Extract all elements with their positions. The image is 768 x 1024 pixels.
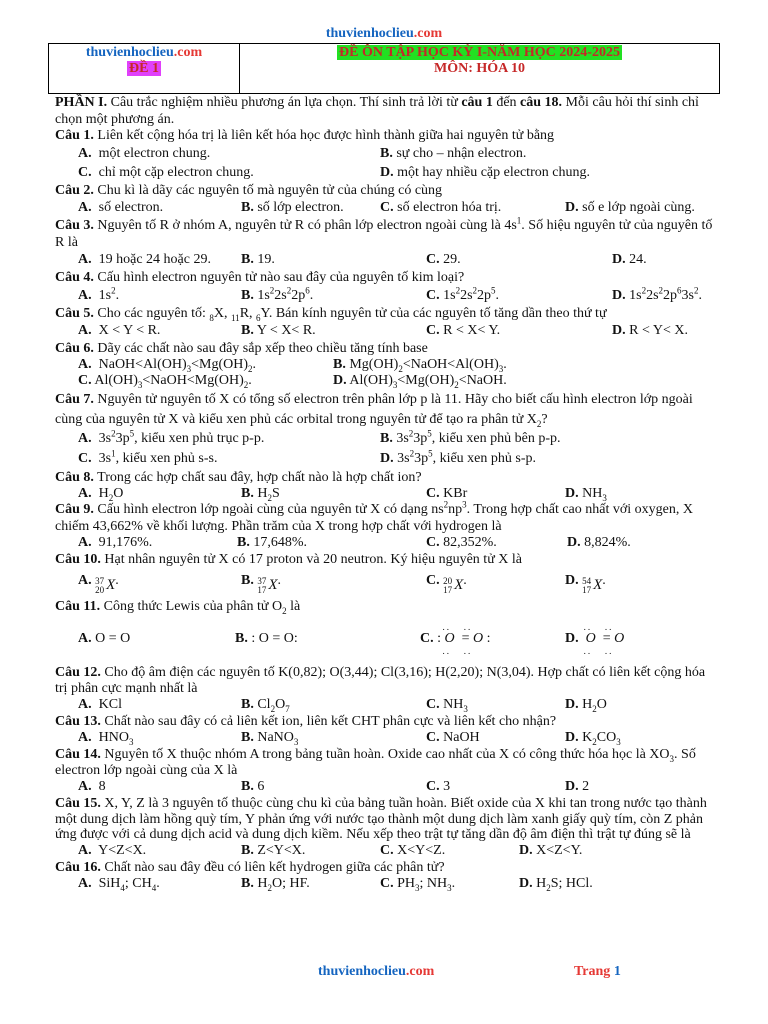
option-c[interactable]: C. 29. — [426, 252, 461, 268]
option-a[interactable]: A. Y<Z<X. — [78, 842, 147, 858]
option-d[interactable]: D. $K_2CO_3$ — [565, 730, 621, 748]
option-b[interactable]: B. 37 17 X . — [241, 572, 282, 595]
q5-options — [55, 322, 720, 341]
option-a[interactable]: A. $1s^2$. — [78, 285, 120, 303]
exam-content — [55, 95, 720, 893]
option-c[interactable]: C. $PH_3$; $NH_3$. — [380, 875, 456, 893]
option-c[interactable]: C. 82,352%. — [426, 535, 497, 551]
option-b[interactable]: B. : O = O: — [235, 631, 298, 646]
option-c[interactable]: C. chỉ một cặp electron chung. — [78, 164, 254, 180]
q1-options — [55, 145, 720, 164]
question-4: Câu 4. Cấu hình electron nguyên tử nào sau đây của nguyên tố kim loại? — [55, 270, 465, 285]
header-site: thuvienhoclieu — [85, 45, 174, 60]
option-a[interactable]: A. một electron chung. — [78, 145, 211, 161]
q10-options — [55, 569, 720, 595]
option-c[interactable]: C. NaOH — [426, 730, 480, 746]
option-d[interactable]: D. R < Y< X. — [612, 323, 688, 339]
option-a[interactable]: A. $HNO_3$ — [78, 730, 134, 748]
option-a[interactable]: A. X < Y < R. — [78, 323, 161, 339]
option-b[interactable]: B. $1s^22s^22p^6$. — [241, 285, 314, 303]
option-b[interactable]: B. 19. — [241, 252, 275, 268]
question-14: Câu 14. Nguyên tố X thuộc nhóm A trong bảng tuần hoàn. Oxide cao nhất của X có công thức hóa học là $XO_3$. Số electron lớp ngoài cùng của X là — [55, 747, 696, 778]
option-d[interactable]: D. $3s^23p^5$, kiểu xen phủ s-p. — [380, 448, 537, 467]
page-number: Trang 1 — [574, 964, 621, 979]
question-11: Câu 11. Công thức Lewis của phân tử $O_2$ là — [55, 598, 301, 616]
option-d[interactable]: D. một hay nhiều cặp electron chung. — [380, 164, 590, 180]
option-d[interactable]: D. 24. — [612, 252, 647, 268]
question-5: Câu 5. Cho các nguyên tố: $_8$X, $_{11}$R, $_6$Y. Bán kính nguyên tử của các nguyên tố tăng dần theo thứ tự — [55, 305, 607, 323]
option-d[interactable]: D. $NH_3$ — [565, 485, 607, 503]
option-d[interactable]: D. $1s^22s^22p^63s^2$. — [612, 285, 702, 303]
question-7: Câu 7. Nguyên tử nguyên tố X có tổng số electron trên phân lớp p là 11. Hãy cho biết cấu hình electron lớp ngoài cùng của nguyên tử X và kiểu xen phủ các orbital trong nguyên tử để tạo ra phân tử $X_2$? — [55, 391, 693, 429]
q11-options — [55, 615, 720, 665]
header-right-cell — [240, 44, 719, 93]
option-b[interactable]: B. số lớp electron. — [241, 200, 344, 216]
option-d[interactable]: D. 54 17 X . — [565, 572, 606, 595]
option-c[interactable]: C. 20 17 X . — [426, 572, 467, 595]
exam-subject: MÔN: HÓA 10 — [434, 61, 525, 76]
option-b[interactable]: B. $Cl_2O_7$ — [241, 697, 290, 715]
option-a[interactable]: A. SiH$_4$; $CH_4$. — [78, 875, 160, 893]
option-c[interactable]: C. 3 — [426, 779, 451, 795]
option-d[interactable]: D. $H_2S$; HCl. — [519, 875, 593, 893]
q4-options — [55, 287, 720, 306]
option-d[interactable]: D. $H_2O$ — [565, 697, 607, 715]
q6-options — [55, 358, 720, 374]
option-a[interactable]: A. 37 20 X . — [78, 572, 119, 595]
option-a[interactable]: A. 19 hoặc 24 hoặc 29. — [78, 252, 211, 268]
option-b[interactable]: B. $Mg(OH)_2<NaOH<Al(OH)_3$. — [333, 357, 507, 375]
top-site-name — [0, 26, 768, 42]
q3-options — [55, 251, 720, 270]
option-a[interactable]: A. KCl — [78, 697, 122, 713]
q7-options-2 — [55, 450, 720, 470]
footer-site: thuvienhoclieu.com — [318, 964, 435, 979]
option-b[interactable]: B. NaNO$_3$ — [241, 730, 299, 748]
header-tld: .com — [173, 45, 203, 60]
question-2: Câu 2. Chu kì là dãy các nguyên tố mà nguyên tử của chúng có cùng — [55, 182, 443, 198]
option-d[interactable]: D. 8,824%. — [567, 535, 631, 551]
option-a[interactable]: A. O = O — [78, 631, 131, 646]
site-tld: .com — [413, 26, 443, 41]
option-c[interactable]: C. $NH_3$ — [426, 697, 468, 715]
site-name: thuvienhoclieu — [325, 26, 414, 41]
option-a[interactable]: A. 91,176%. — [78, 535, 153, 551]
q9-options — [55, 535, 720, 552]
question-6: Câu 6. Dãy các chất nào sau đây sắp xếp theo chiều tăng tính base — [55, 341, 428, 356]
question-15: Câu 15. X, Y, Z là 3 nguyên tố thuộc cùng chu kì của bảng tuần hoàn. Biết oxide của X khi tan trong nước tạo thành một dung dịch làm hồng quỳ tím, Y phản ứng với nước tạo thành một dung dịch làm xanh giấy quỳ tím, còn Z phản ứng được với cả dung dịch acid và dung dịch kiềm. Nếu xếp theo trật tự tăng dần độ âm điện thì trật tự đúng sẽ là — [55, 796, 707, 842]
q12-options — [55, 697, 720, 714]
option-b[interactable]: B. Y < X< R. — [241, 323, 316, 339]
option-d[interactable]: D. $Al(OH)_3<Mg(OH)_2<NaOH$. — [333, 373, 507, 391]
option-b[interactable]: B. $3s^23p^5$, kiểu xen phủ bên p-p. — [380, 428, 561, 447]
part1-intro: PHẦN I. Câu trắc nghiệm nhiều phương án lựa chọn. Thí sinh trả lời từ câu 1 đến câu 18. Mỗi câu hỏi thí sinh chỉ chọn một phương án. — [55, 95, 699, 127]
option-d[interactable]: D. .. .. O = O .. .. — [565, 622, 625, 656]
option-b[interactable]: B. $H_2O$; HF. — [241, 875, 310, 893]
option-a[interactable]: A. $NaOH<Al(OH)_3<Mg(OH)_2$. — [78, 357, 257, 375]
question-10: Câu 10. Hạt nhân nguyên tử X có 17 proton và 20 neutron. Ký hiệu nguyên tử X là — [55, 552, 522, 567]
exam-title: ĐỀ ÔN TẬP HỌC KỲ I-NĂM HỌC 2024-2025 — [339, 45, 620, 60]
question-8: Câu 8. Trong các hợp chất sau đây, hợp chất nào là hợp chất ion? — [55, 469, 422, 485]
option-a[interactable]: A. 8 — [78, 779, 106, 795]
option-c[interactable]: C. X<Y<Z. — [380, 842, 446, 858]
option-a[interactable]: A. $3s^23p^5$, kiểu xen phủ trục p-p. — [78, 428, 265, 447]
q13-options — [55, 730, 720, 747]
question-13: Câu 13. Chất nào sau đây có cả liên kết ion, liên kết CHT phân cực và liên kết cho nhận? — [55, 714, 557, 729]
option-d[interactable]: D. 2 — [565, 779, 590, 795]
option-c[interactable]: C. $1s^22s^22p^5$. — [426, 285, 500, 303]
option-b[interactable]: B. sự cho – nhận electron. — [380, 145, 527, 161]
option-c[interactable]: C. : .. .. O = O .. .. : — [420, 622, 491, 656]
exam-code: ĐỀ 1 — [129, 61, 159, 76]
option-d[interactable]: D. số e lớp ngoài cùng. — [565, 200, 695, 216]
question-3: Câu 3. Nguyên tố R ở nhóm A, nguyên tử R có phân lớp electron ngoài cùng là $4s^1$. Số hiệu nguyên tử của nguyên tố R là — [55, 215, 713, 250]
option-a[interactable]: A. $H_2O$ — [78, 485, 124, 503]
option-b[interactable]: B. $H_2S$ — [241, 485, 280, 503]
option-c[interactable]: C. R < X< Y. — [426, 323, 501, 339]
option-b[interactable]: B. 17,648%. — [237, 535, 308, 551]
question-12: Câu 12. Cho độ âm điện các nguyên tố K(0,82); O(3,44); Cl(3,16); H(2,20); N(3,04). Hợp chất có liên kết cộng hóa trị phân cực mạnh nhất là — [55, 665, 706, 696]
header-left-cell — [49, 44, 240, 93]
q8-options — [55, 486, 720, 502]
option-c[interactable]: C. số electron hóa trị. — [380, 200, 502, 216]
option-c[interactable]: C. $Al(OH)_3<NaOH<Mg(OH)_2$. — [78, 373, 252, 391]
option-b[interactable]: B. Z<Y<X. — [241, 842, 306, 858]
q6-options-2 — [55, 374, 720, 390]
q1-options-2 — [55, 164, 720, 183]
question-16: Câu 16. Chất nào sau đây đều có liên kết hydrogen giữa các phân tử? — [55, 859, 445, 875]
q15-options — [55, 843, 720, 860]
q16-options — [55, 876, 720, 893]
q14-options — [55, 779, 720, 796]
option-b[interactable]: B. 6 — [241, 779, 265, 795]
q2-options — [55, 199, 720, 218]
question-1: Câu 1. Liên kết cộng hóa trị là liên kết hóa học được hình thành giữa hai nguyên tử bằng — [55, 128, 555, 143]
q7-options — [55, 430, 720, 450]
question-9: Câu 9. Cấu hình electron lớp ngoài cùng của nguyên tử X có dạng $ns^2np^3$. Trong hợp chất cao nhất với oxygen, X chiếm 43,662% về khối lượng. Phần trăm của X trong hợp chất với hydrogen là — [55, 499, 693, 534]
header-table — [48, 43, 720, 94]
option-d[interactable]: D. X<Z<Y. — [519, 842, 583, 858]
option-a[interactable]: A. số electron. — [78, 200, 164, 216]
option-c[interactable]: C. $3s^1$, kiểu xen phủ s-s. — [78, 448, 218, 467]
option-c[interactable]: C. KBr — [426, 485, 468, 501]
